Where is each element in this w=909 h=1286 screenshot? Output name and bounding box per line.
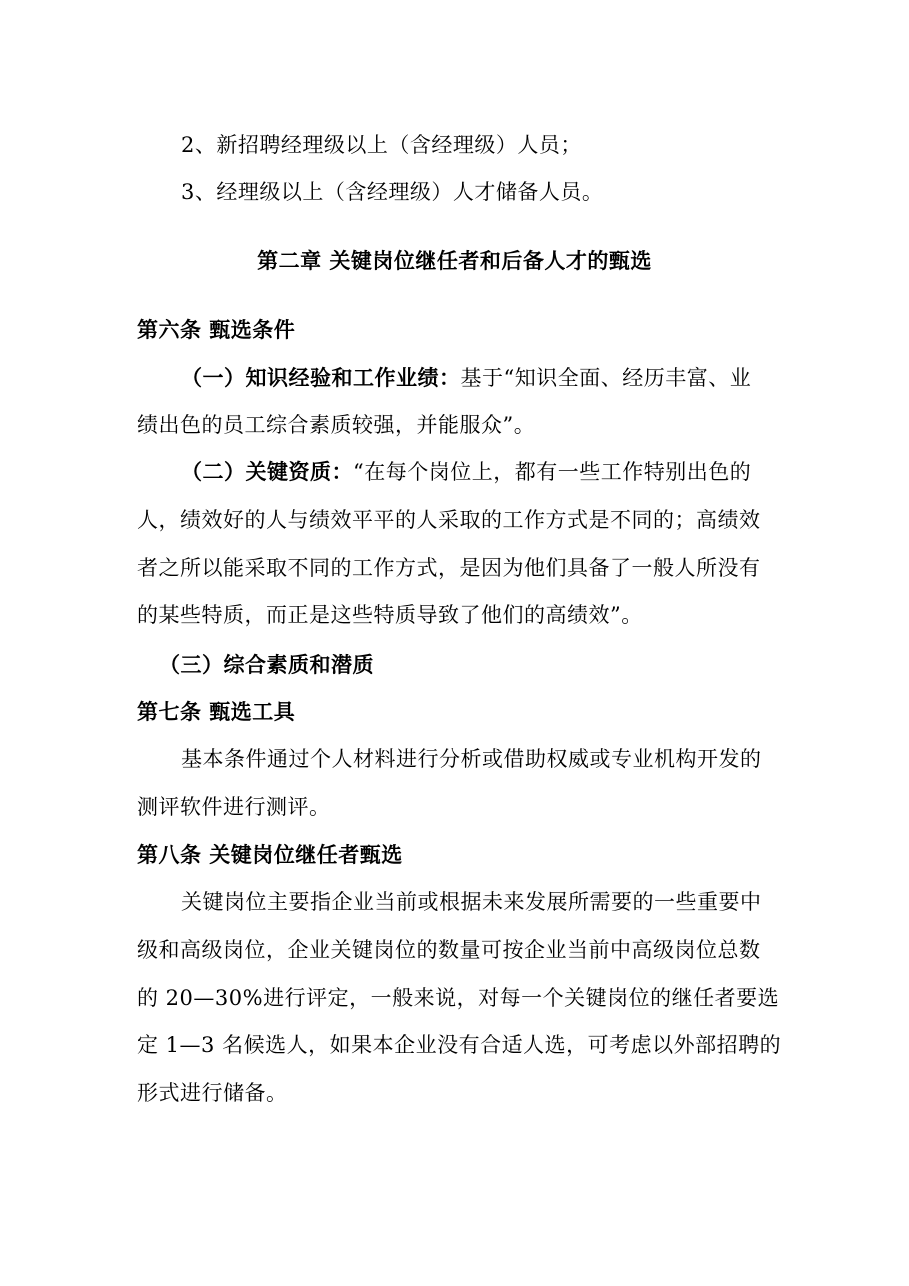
article-8-para-2: 级和高级岗位，企业关键岗位的数量可按企业当前中高级岗位总数 [137,938,761,962]
item-2-text: “在每个岗位上，都有一些工作特别出色的 [353,460,752,484]
article-6-item-2-cont-3: 的某些特质，而正是这些特质导致了他们的高绩效”。 [137,603,643,627]
article-8-heading: 第八条 关键岗位继任者甄选 [137,843,403,867]
article-6-item-1-cont: 绩出色的员工综合素质较强，并能服众”。 [137,413,536,437]
list-item-2: 2、新招聘经理级以上（含经理级）人员； [181,133,582,157]
item-2-label: （二）关键资质： [181,460,353,484]
article-6-item-2 [181,457,751,487]
list-item-3: 3、经理级以上（含经理级）人才储备人员。 [181,180,604,204]
article-8-para-1: 关键岗位主要指企业当前或根据未来发展所需要的一些重要中 [181,890,762,914]
article-6-item-3: （三）综合素质和潜质 [159,653,374,677]
chapter-title: 第二章 关键岗位继任者和后备人才的甄选 [257,249,652,273]
article-6-heading: 第六条 甄选条件 [137,318,296,342]
article-7-para-1: 基本条件通过个人材料进行分析或借助权威或专业机构开发的 [181,747,762,771]
article-8-para-5: 形式进行储备。 [137,1081,288,1105]
article-8-para-4: 定 1—3 名候选人，如果本企业没有合适人选，可考虑以外部招聘的 [137,1033,782,1057]
item-1-text: 基于“知识全面、经历丰富、业 [460,366,752,390]
article-6-item-2-cont-1: 人，绩效好的人与绩效平平的人采取的工作方式是不同的；高绩效 [137,508,761,532]
article-6-item-1 [181,363,751,393]
article-6-item-2-cont-2: 者之所以能采取不同的工作方式，是因为他们具备了一般人所没有 [137,556,761,580]
article-8-para-3: 的 20—30%进行评定，一般来说，对每一个关键岗位的继任者要选 [137,986,780,1010]
item-1-label: （一）知识经验和工作业绩： [181,366,461,390]
article-7-para-2: 测评软件进行测评。 [137,795,331,819]
article-7-heading: 第七条 甄选工具 [137,700,296,724]
